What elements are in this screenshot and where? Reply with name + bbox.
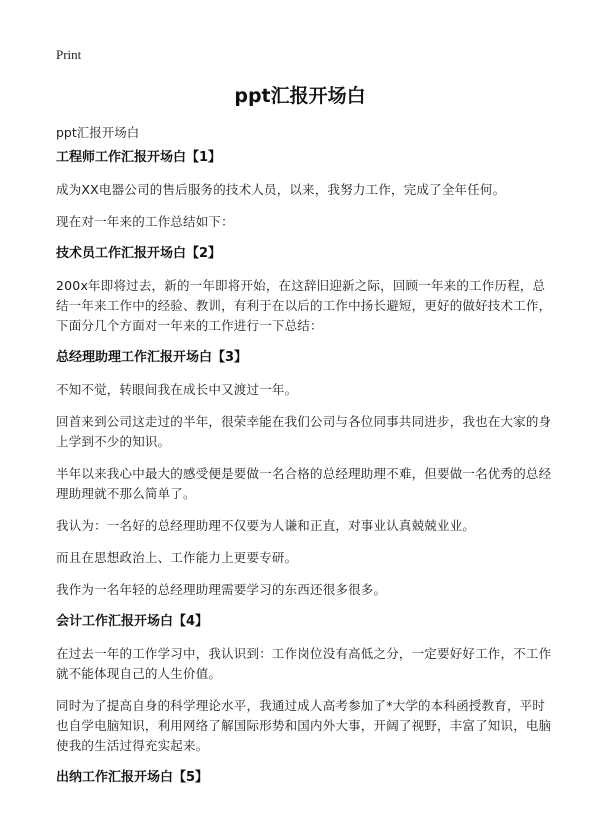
paragraph: 200x年即将过去，新的一年即将开始，在这辞旧迎新之际，回顾一年来的工作历程，总结一年来工作中的经验、教训，有利于在以后的工作中扬长避短，更好的做好技术工作，下面分几个方面对一年来的工作进行一下总结： [56, 278, 552, 333]
paragraph: 在过去一年的工作学习中，我认识到：工作岗位没有高低之分，一定要好好工作，不工作就不能体现自己的人生价值。 [56, 646, 552, 681]
paragraph: 现在对一年来的工作总结如下： [56, 214, 234, 229]
paragraph: 同时为了提高自身的科学理论水平，我通过成人高考参加了*大学的本科函授教育，平时也自学电脑知识，利用网络了解国际形势和国内外大事，开阔了视野，丰富了知识，电脑使我的生活过得充实起来。 [56, 698, 552, 753]
paragraph: 我认为：一名好的总经理助理不仅要为人谦和正直，对事业认真兢兢业业。 [56, 518, 476, 533]
paragraph: 半年以来我心中最大的感受便是要做一名合格的总经理助理不难，但要做一名优秀的总经理助理就不那么简单了。 [56, 466, 552, 501]
document-body [56, 148, 556, 800]
section-heading: 会计工作汇报开场白【4】 [56, 614, 209, 629]
paragraph: 不知不觉，转眼间我在成长中又渡过一年。 [56, 382, 298, 397]
paragraph: 成为XX电器公司的售后服务的技术人员，以来，我努力工作，完成了全年任何。 [56, 182, 506, 197]
paragraph: 回首来到公司这走过的半年，很荣幸能在我们公司与各位同事共同进步，我也在大家的身上学到不少的知识。 [56, 414, 552, 449]
print-label: Print [56, 47, 82, 62]
document-subtitle: ppt汇报开场白 [56, 125, 140, 140]
paragraph: 我作为一名年轻的总经理助理需要学习的东西还很多很多。 [56, 582, 387, 597]
paragraph: 而且在思想政治上、工作能力上更要专研。 [56, 550, 298, 565]
section-heading: 出纳工作汇报开场白【5】 [56, 770, 209, 785]
section-heading: 工程师工作汇报开场白【1】 [56, 150, 222, 165]
section-heading: 技术员工作汇报开场白【2】 [56, 246, 222, 261]
section-heading: 总经理助理工作汇报开场白【3】 [56, 350, 248, 365]
page-title: ppt汇报开场白 [234, 85, 366, 107]
